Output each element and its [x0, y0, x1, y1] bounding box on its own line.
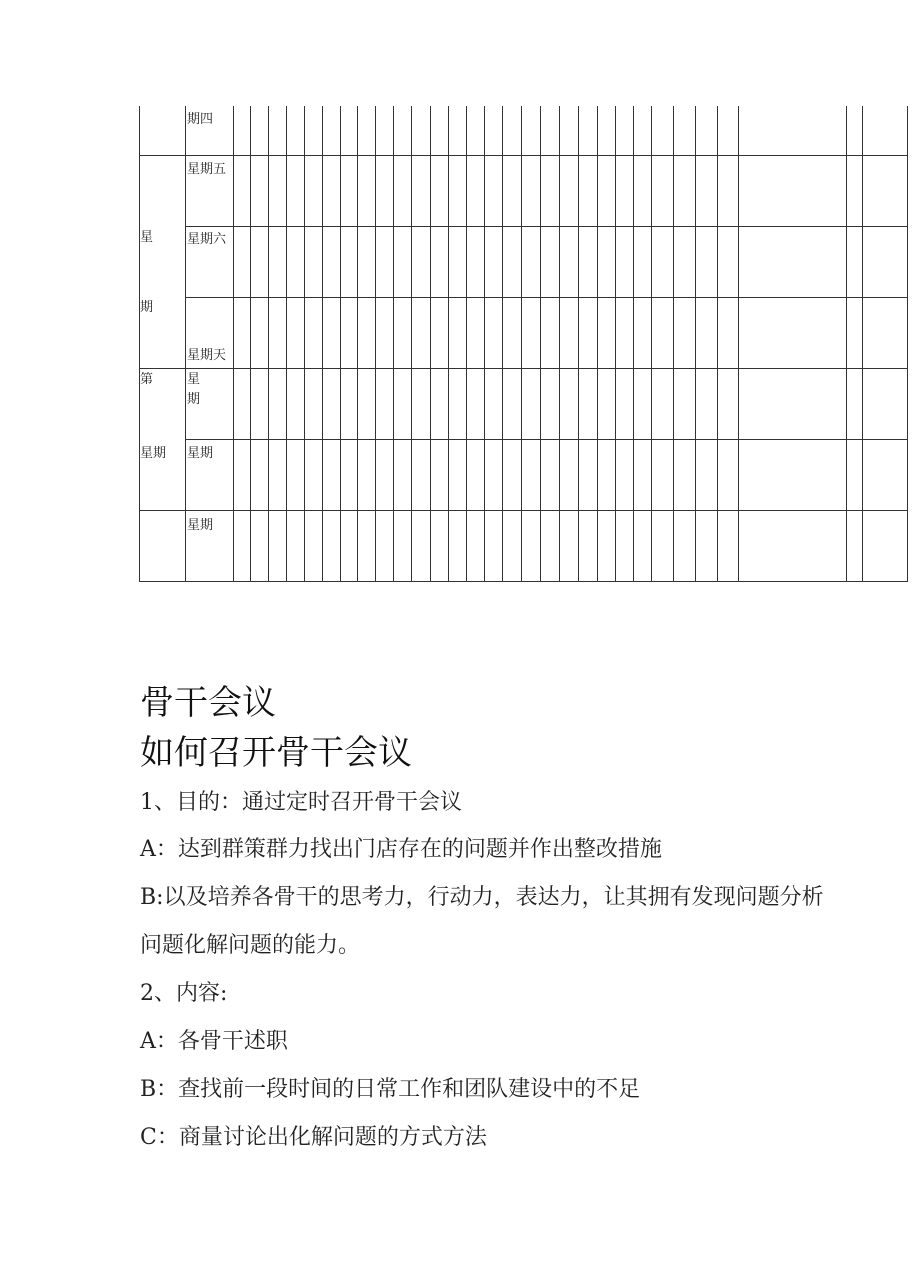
content-b: B：查找前一段时间的日常工作和团队建设中的不足 — [140, 1077, 641, 1102]
group-label-qi: 期 — [140, 300, 154, 315]
purpose-b: B:以及培养各骨干的思考力，行动力，表达力，让其拥有发现问题分析 — [140, 885, 824, 910]
day-label-sunday: 星期天 — [187, 348, 227, 363]
meeting-title: 骨干会议 — [140, 683, 276, 723]
purpose-b-continued: 问题化解问题的能力。 — [140, 933, 361, 958]
content-heading: 2、内容: — [140, 981, 228, 1006]
day-label-saturday: 星期六 — [187, 232, 227, 247]
day-label-week-c: 星期 — [187, 518, 214, 533]
day-label-week-b: 星期 — [187, 446, 214, 461]
meeting-subtitle: 如何召开骨干会议 — [140, 733, 412, 773]
group-label-xingqi: 星期 — [140, 446, 167, 461]
purpose-a: A：达到群策群力找出门店存在的问题并作出整改措施 — [140, 837, 662, 862]
group-label-xing: 星 — [140, 230, 154, 245]
content-c: C：商量讨论出化解问题的方式方法 — [140, 1125, 487, 1150]
purpose-heading: 1、目的：通过定时召开骨干会议 — [140, 790, 462, 815]
content-a: A：各骨干述职 — [140, 1029, 288, 1054]
day-label-week-a: 星期 — [187, 372, 201, 407]
day-label-thursday: 期四 — [187, 112, 214, 127]
day-label-friday: 星期五 — [187, 162, 227, 177]
schedule-grid — [0, 0, 920, 600]
group-label-di: 第 — [140, 372, 154, 387]
